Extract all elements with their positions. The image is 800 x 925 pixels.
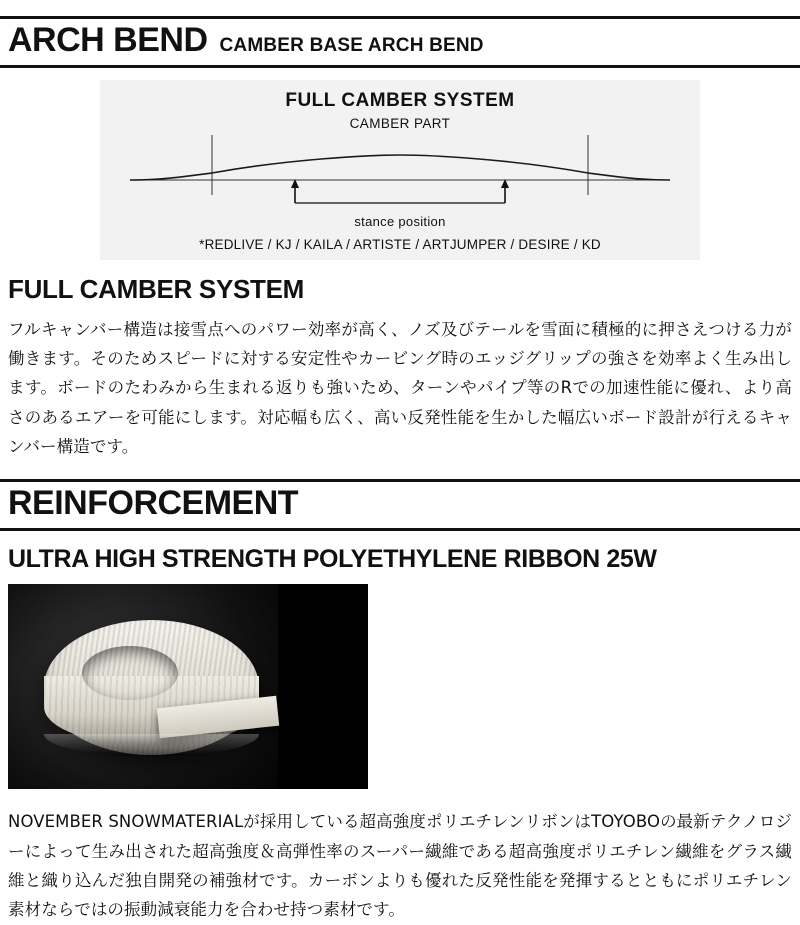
arch-bend-subtitle: CAMBER BASE ARCH BEND <box>219 35 484 56</box>
camber-profile-graphic <box>120 133 680 216</box>
diagram-model-list: *REDLIVE / KJ / KAILA / ARTISTE / ARTJUMPER / DESIRE / KD <box>199 236 601 252</box>
diagram-title: FULL CAMBER SYSTEM <box>285 89 515 111</box>
camber-diagram <box>100 80 700 260</box>
full-camber-body: フルキャンバー構造は接雪点へのパワー効率が高く、ノズ及びテールを雪面に積極的に押さえつける力が働きます。そのためスピードに対する安定性やカービング時のエッジグリップの強さを効率よく生み出します。ボードのたわみから生まれる返りも強いため、ターンやパイプ等のRでの加速性能に優れ、より高さのあるエアーを可能にします。対応幅も広く、高い反発性能を生かした幅広いボード設計が行えるキャンバー構造です。 <box>8 319 792 457</box>
ribbon-roll-core <box>82 646 178 700</box>
diagram-part-label: CAMBER PART <box>349 115 451 131</box>
ribbon-body: NOVEMBER SNOWMATERIALが採用している超高強度ポリエチレンリボンはTOYOBOの最新テクノロジーによって生み出された超高強度＆高弾性率のスーパー繊維である超高強度ポリエチレン繊維をグラス繊維と織り込んだ独自開発の補強材です。カーボンよりも優れた反発性能を発揮するとともにポリエチレン素材ならではの振動減衰能力を合わせ持つ素材です。 <box>8 812 792 920</box>
arch-bend-title: ARCH BEND <box>8 21 208 59</box>
stance-position-label: stance position <box>354 213 446 229</box>
reinforcement-section-header <box>0 479 800 531</box>
reinforcement-title: REINFORCEMENT <box>8 484 299 523</box>
arch-bend-section-header <box>0 16 800 68</box>
ribbon-photo <box>8 584 368 789</box>
full-camber-heading: FULL CAMBER SYSTEM <box>8 273 305 304</box>
ribbon-heading: ULTRA HIGH STRENGTH POLYETHYLENE RIBBON 25W <box>8 545 657 574</box>
